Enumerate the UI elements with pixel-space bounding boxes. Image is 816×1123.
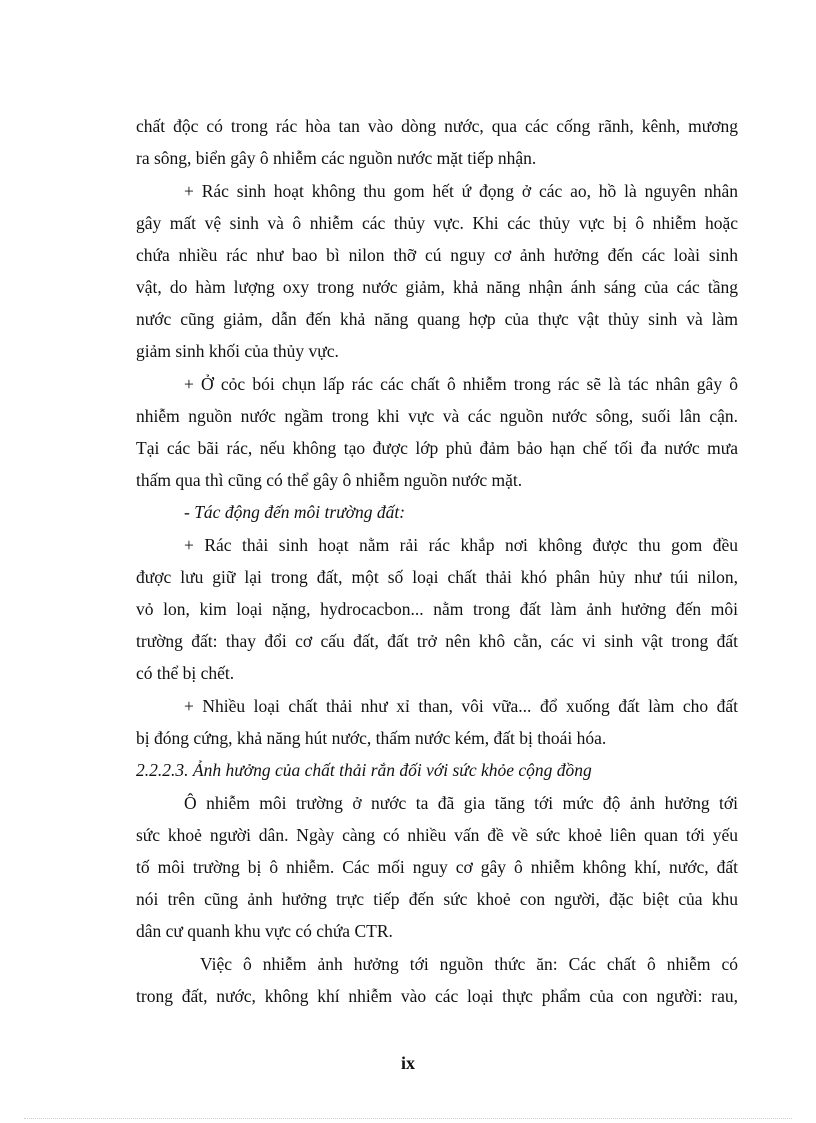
section-heading: 2.2.2.3. Ảnh hưởng của chất thải rắn đối với sức khỏe cộng đồng: [136, 760, 592, 780]
text-line: nhiễm nguồn nước ngầm trong khi vực và các nguồn nước sông, suối lân cận.: [136, 406, 738, 426]
text-line: giảm sinh khối của thủy vực.: [136, 341, 339, 361]
text-line: vỏ lon, kim loại nặng, hydrocacbon... nằm trong đất làm ảnh hưởng đến môi: [136, 599, 738, 619]
text-line: + Ở cỏc bói chụn lấp rác các chất ô nhiễm trong rác sẽ là tác nhân gây ô: [184, 374, 738, 394]
text-line: nước cũng giảm, dẫn đến khả năng quang hợp của thực vật thủy sinh và làm: [136, 309, 738, 329]
section-subheading: - Tác động đến môi trường đất:: [184, 502, 406, 522]
text-line: Ô nhiễm môi trường ở nước ta đã gia tăng tới mức độ ảnh hưởng tới: [184, 793, 738, 813]
text-line: + Nhiều loại chất thải như xỉ than, vôi vữa... đổ xuống đất làm cho đất: [184, 696, 738, 716]
text-line: Việc ô nhiễm ảnh hưởng tới nguồn thức ăn: Các chất ô nhiễm có: [200, 954, 738, 974]
text-line: nói trên cũng ảnh hưởng trực tiếp đến sức khoẻ con người, đặc biệt của khu: [136, 889, 738, 909]
text-line: + Rác thải sinh hoạt nằm rải rác khắp nơi không được thu gom đều: [184, 535, 738, 555]
text-line: chứa nhiều rác như bao bì nilon thỡ cú nguy cơ ảnh hưởng đến các loài sinh: [136, 245, 738, 265]
text-line: Tại các bãi rác, nếu không tạo được lớp phủ đảm bảo hạn chế tối đa nước mưa: [136, 438, 738, 458]
text-line: có thể bị chết.: [136, 663, 235, 683]
text-line: gây mất vệ sinh và ô nhiễm các thủy vực. Khi các thủy vực bị ô nhiễm hoặc: [136, 213, 738, 233]
text-line: bị đóng cứng, khả năng hút nước, thấm nước kém, đất bị thoái hóa.: [136, 728, 607, 748]
text-line: chất độc có trong rác hòa tan vào dòng nước, qua các cống rãnh, kênh, mương: [136, 116, 738, 136]
text-line: trong đất, nước, không khí nhiễm vào các loại thực phẩm của con người: rau,: [136, 986, 738, 1006]
text-line: ra sông, biển gây ô nhiễm các nguồn nước mặt tiếp nhận.: [136, 148, 537, 168]
text-line: vật, do hàm lượng oxy trong nước giảm, khả năng nhận ánh sáng của các tầng: [136, 277, 738, 297]
text-line: sức khoẻ người dân. Ngày càng có nhiều vấn đề về sức khoẻ liên quan tới yếu: [136, 825, 738, 845]
text-line: + Rác sinh hoạt không thu gom hết ứ đọng ở các ao, hồ là nguyên nhân: [184, 181, 738, 201]
text-line: được lưu giữ lại trong đất, một số loại chất thải khó phân hủy như túi nilon,: [136, 567, 738, 587]
page-number: ix: [400, 1053, 415, 1073]
text-line: thấm qua thì cũng có thể gây ô nhiễm nguồn nước mặt.: [136, 470, 523, 490]
text-line: trường đất: thay đổi cơ cấu đất, đất trở nên khô cằn, các vi sinh vật trong đất: [136, 631, 738, 651]
text-line: dân cư quanh khu vực có chứa CTR.: [136, 921, 393, 941]
text-line: tố môi trường bị ô nhiễm. Các mối nguy cơ gây ô nhiễm không khí, nước, đất: [136, 857, 738, 877]
footer-divider: [24, 1118, 792, 1119]
